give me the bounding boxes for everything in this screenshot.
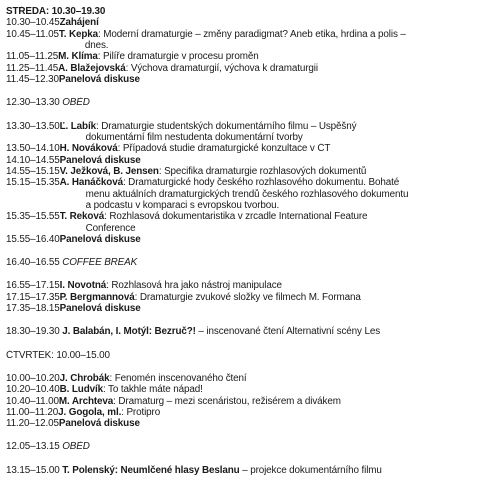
entry-text bbox=[59, 29, 494, 52]
entry-text bbox=[59, 396, 494, 407]
wed-afternoon-entry bbox=[6, 166, 494, 177]
spacer bbox=[6, 430, 494, 442]
text-line: Conference bbox=[85, 222, 136, 234]
break-label: OBĚD bbox=[62, 441, 90, 453]
day-header-wednesday: STŘEDA: 10.30–19.30 bbox=[6, 6, 106, 17]
wed-afternoon-entry bbox=[6, 234, 494, 245]
thu-entry bbox=[6, 373, 494, 384]
text-line: dokumentární film nestudenta dokumentární tvorby bbox=[85, 131, 303, 143]
entry-text bbox=[60, 373, 494, 384]
entry-text bbox=[58, 51, 494, 62]
time-slot: 14.55–15.15 bbox=[6, 165, 60, 177]
wed-afternoon-entry bbox=[6, 143, 494, 154]
speaker-name: J. Gogola, ml. bbox=[58, 406, 122, 418]
wed-entry bbox=[6, 29, 494, 52]
lunch-break-thursday bbox=[6, 441, 494, 452]
text-line bbox=[59, 74, 494, 85]
wed-late-entry bbox=[6, 292, 494, 303]
entry-text bbox=[60, 211, 494, 234]
text-line bbox=[59, 418, 494, 429]
talk-title: : Specifika dramaturgie rozhlasových dokumentů bbox=[158, 165, 367, 177]
time-slot: 15.55–16.40 bbox=[6, 233, 60, 245]
time-slot: 13.50–14.10 bbox=[6, 143, 60, 155]
break-label: OBĚD bbox=[62, 97, 90, 109]
entry-text bbox=[60, 155, 494, 166]
text-line bbox=[60, 303, 494, 314]
event-description: – inscenované čtení Alternativní scény Les bbox=[195, 326, 381, 338]
thu-entry bbox=[6, 396, 494, 407]
speaker-name: P. Bergmannová bbox=[59, 291, 135, 303]
speaker-name: V. Ježková, B. Jensen bbox=[59, 165, 159, 177]
entry-text bbox=[60, 292, 494, 303]
text-line bbox=[60, 292, 494, 303]
text-line bbox=[59, 396, 494, 407]
entry-text bbox=[58, 407, 494, 418]
event-title: T. Polenský: Neumlčené hlasy Beslanu bbox=[62, 464, 240, 476]
talk-title: : To takhle máte nápad! bbox=[102, 384, 203, 396]
text-line bbox=[60, 384, 494, 395]
speaker-name: J. Chrobák bbox=[59, 372, 110, 384]
thu-entry bbox=[6, 418, 494, 429]
time-slot: 11.25–11.45 bbox=[6, 62, 59, 74]
entry-text bbox=[60, 143, 494, 154]
event-description: – projekce dokumentárního filmu bbox=[239, 464, 382, 476]
entry-text bbox=[59, 418, 494, 429]
speaker-name: Panelová diskuse bbox=[59, 303, 141, 315]
coffee-break bbox=[6, 257, 494, 268]
wed-afternoon-entry bbox=[6, 121, 494, 144]
spacer bbox=[6, 109, 494, 121]
event-title: J. Balabán, I. Motýl: Bezruč?! bbox=[62, 326, 196, 338]
time-slot: 10.20–10.40 bbox=[6, 384, 60, 396]
talk-title: : Dramaturg – mezi scenáristou, režisérem a divákem bbox=[113, 395, 341, 407]
entry-text bbox=[60, 177, 494, 211]
text-line bbox=[60, 373, 494, 384]
text-line bbox=[58, 51, 494, 62]
talk-title: : Případová studie dramaturgické konzultace v ČT bbox=[117, 143, 331, 155]
wed-entry bbox=[6, 17, 494, 28]
entry-text bbox=[60, 234, 494, 245]
text-line: dnes. bbox=[84, 40, 109, 52]
speaker-name: M. Archteva bbox=[58, 395, 114, 407]
text-line bbox=[58, 407, 494, 418]
spacer bbox=[6, 269, 494, 281]
time-slot: 12.05–13.15 bbox=[6, 441, 63, 453]
speaker-name: Panelová diskuse bbox=[59, 233, 141, 245]
text-line: menu aktuálních dramaturgických trendů českého rozhlasového dokumentu bbox=[85, 188, 409, 200]
speaker-name: Zahájení bbox=[59, 17, 99, 29]
time-slot: 11.05–11.25 bbox=[6, 51, 59, 63]
entry-text bbox=[60, 121, 494, 144]
closing-screening bbox=[6, 465, 494, 476]
speaker-name: M. Klíma bbox=[58, 51, 98, 63]
day-header-thursday: ČTVRTEK: 10.00–15.00 bbox=[6, 349, 110, 361]
wed-afternoon-entry bbox=[6, 177, 494, 211]
time-slot: 14.10–14.55 bbox=[6, 154, 60, 166]
entry-text bbox=[60, 280, 494, 291]
entry-text bbox=[59, 74, 494, 85]
talk-title: : Fenomén inscenovaného čtení bbox=[109, 372, 247, 384]
time-slot: 15.15–15.35 bbox=[6, 177, 60, 189]
spacer bbox=[6, 453, 494, 465]
break-label: COFFEE BREAK bbox=[62, 257, 138, 269]
speaker-name: Ľ. Labík bbox=[59, 120, 96, 132]
evening-event bbox=[6, 326, 494, 337]
time-slot: 11.20–12.05 bbox=[6, 418, 59, 430]
time-slot: 17.15–17.35 bbox=[6, 291, 60, 303]
program-document bbox=[6, 6, 494, 476]
wed-afternoon-entry bbox=[6, 211, 494, 234]
spacer bbox=[6, 245, 494, 257]
talk-title: : Rozhlasová dokumentaristika v zrcadle International Feature bbox=[104, 211, 368, 223]
text-line bbox=[60, 155, 494, 166]
talk-title: : Protipro bbox=[121, 406, 161, 418]
time-slot: 17.35–18.15 bbox=[6, 303, 60, 315]
wed-late-entry bbox=[6, 303, 494, 314]
text-line bbox=[60, 211, 494, 222]
entry-text bbox=[58, 63, 494, 74]
wed-afternoon-entry bbox=[6, 155, 494, 166]
text-line bbox=[60, 177, 494, 188]
speaker-name: Panelová diskuse bbox=[58, 74, 140, 86]
entry-text bbox=[60, 303, 494, 314]
wed-entry bbox=[6, 51, 494, 62]
talk-title: : Dramaturgie studentských dokumentárního filmu – Úspěšný bbox=[95, 120, 357, 132]
text-line bbox=[60, 121, 494, 132]
thu-entry bbox=[6, 384, 494, 395]
talk-title: : Moderní dramaturgie – změny paradigmat? Aneb etika, hrdina a polis – bbox=[97, 28, 406, 40]
spacer bbox=[6, 85, 494, 97]
time-slot: 16.40–16.55 bbox=[6, 257, 63, 269]
talk-title: : Pilíře dramaturgie v procesu proměn bbox=[97, 51, 259, 63]
speaker-name: A. Blažejovská bbox=[58, 62, 126, 74]
speaker-name: T. Reková bbox=[59, 211, 105, 223]
spacer bbox=[6, 314, 494, 326]
text-line bbox=[60, 17, 494, 28]
text-line bbox=[60, 143, 494, 154]
speaker-name: A. Hanáčková bbox=[59, 177, 123, 189]
wed-late-entry bbox=[6, 280, 494, 291]
time-slot: 10.45–11.05 bbox=[6, 28, 59, 40]
entry-text bbox=[60, 384, 494, 395]
speaker-name: Panelová diskuse bbox=[58, 418, 140, 430]
time-slot: 12.30–13.30 bbox=[6, 97, 63, 109]
speaker-name: B. Ludvík bbox=[59, 384, 103, 396]
talk-title: : Výchova dramaturgií, výchova k dramaturgii bbox=[125, 62, 318, 74]
time-slot: 11.45–12.30 bbox=[6, 74, 59, 86]
lunch-break bbox=[6, 97, 494, 108]
speaker-name: Panelová diskuse bbox=[59, 154, 141, 166]
time-slot: 13.30–13.50 bbox=[6, 120, 60, 132]
speaker-name: T. Kepka bbox=[58, 28, 98, 40]
entry-text bbox=[60, 166, 494, 177]
entry-text bbox=[60, 17, 494, 28]
time-slot: 11.00–11.20 bbox=[6, 406, 59, 418]
time-slot: 10.30–10.45 bbox=[6, 17, 60, 29]
speaker-name: I. Novotná bbox=[59, 280, 107, 292]
wed-entry bbox=[6, 63, 494, 74]
time-slot: 13.15–15.00 bbox=[6, 464, 63, 476]
wed-entry bbox=[6, 74, 494, 85]
speaker-name: H. Nováková bbox=[59, 143, 118, 155]
talk-title: : Dramaturgické hody českého rozhlasového dokumentu. Bohaté bbox=[122, 177, 400, 189]
time-slot: 16.55–17.15 bbox=[6, 280, 60, 292]
text-line bbox=[59, 29, 494, 40]
spacer bbox=[6, 338, 494, 350]
text-line bbox=[58, 63, 494, 74]
time-slot: 10.00–10.20 bbox=[6, 372, 60, 384]
text-line bbox=[60, 166, 494, 177]
time-slot: 18.30–19.30 bbox=[6, 326, 63, 338]
text-line bbox=[60, 234, 494, 245]
text-line: a podcastu v komparaci s evropskou tvorbou. bbox=[85, 199, 280, 211]
thu-entry bbox=[6, 407, 494, 418]
spacer bbox=[6, 361, 494, 373]
time-slot: 10.40–11.00 bbox=[6, 395, 59, 407]
text-line bbox=[60, 280, 494, 291]
talk-title: : Rozhlasová hra jako nástroj manipulace bbox=[106, 280, 282, 292]
talk-title: : Dramaturgie zvukové složky ve filmech M. Formana bbox=[134, 291, 361, 303]
time-slot: 15.35–15.55 bbox=[6, 211, 60, 223]
